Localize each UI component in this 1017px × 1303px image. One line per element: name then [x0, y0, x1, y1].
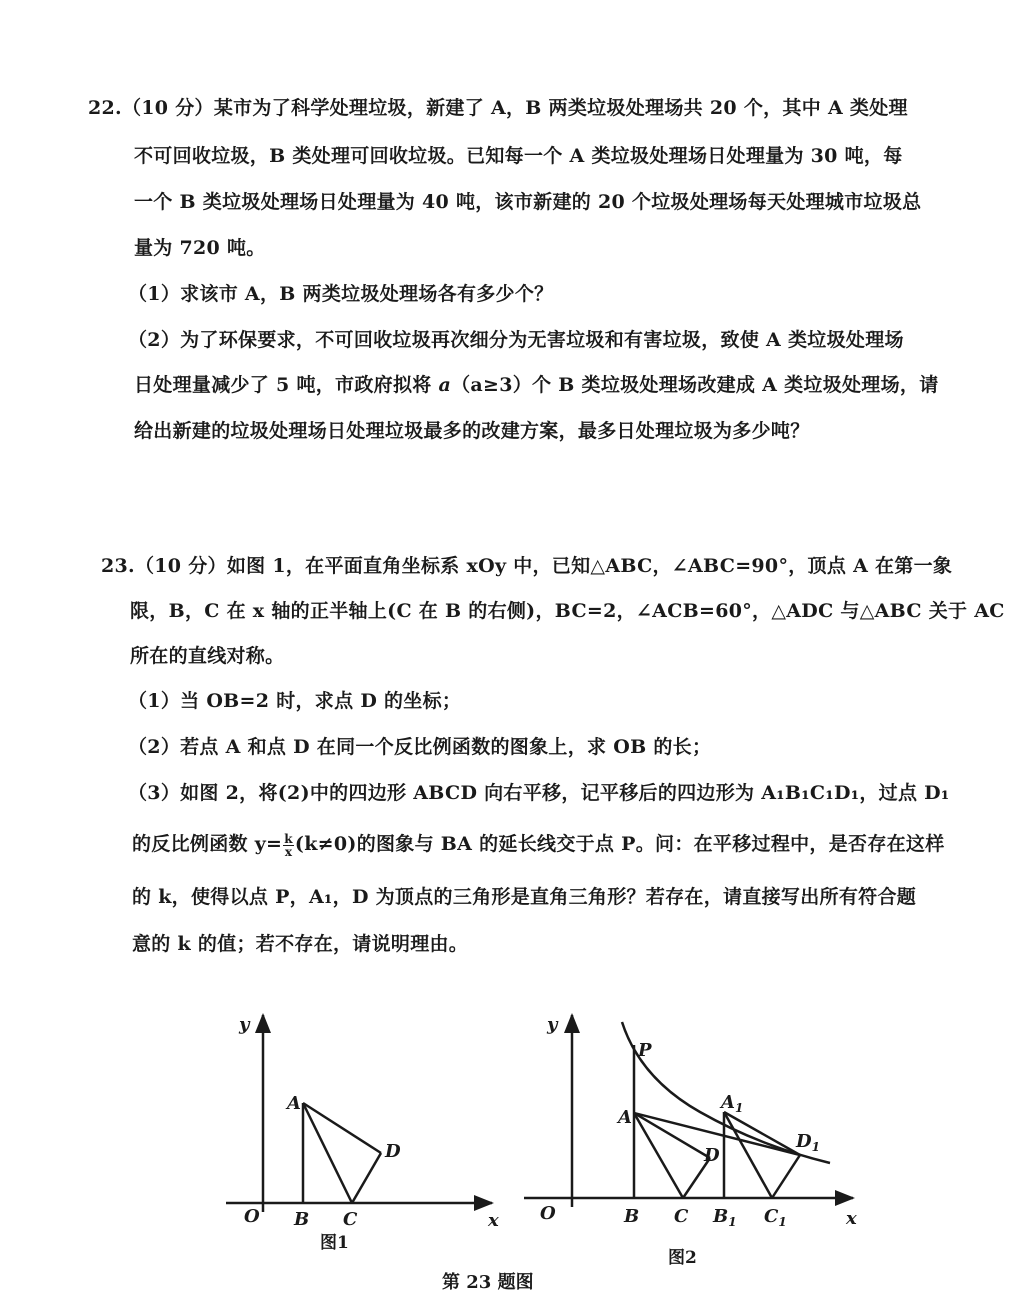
q22-p2b-var: a — [438, 374, 452, 396]
q22-line-2: 不可回收垃圾，B 类处理可回收垃圾。已知每一个 A 类垃圾处理场日处理量为 30 吨，每 — [134, 145, 903, 167]
fig1-label-a: A — [287, 1093, 301, 1114]
fig2-label-a: A — [618, 1107, 632, 1128]
q23-line-2: 限，B，C 在 x 轴的正半轴上(C 在 B 的右侧)，BC=2，∠ACB=60°，△ADC 与△ABC 关于 AC — [130, 600, 1005, 622]
fig2-label-o: O — [540, 1203, 556, 1224]
q22-line-3: 一个 B 类垃圾处理场日处理量为 40 吨，该市新建的 20 个垃圾处理场每天处理城市垃圾总 — [134, 191, 922, 213]
fig2-label-d1-letter: D — [796, 1131, 812, 1152]
q23-part-3-line-3: 的 k，使得以点 P，A₁，D 为顶点的三角形是直角三角形？若存在，请直接写出所有符合题 — [132, 886, 917, 908]
fig1-label-c: C — [343, 1209, 358, 1230]
fig2-label-a1-letter: A — [721, 1092, 735, 1113]
q23-p3b-pre: 的反比例函数 y= — [132, 833, 283, 855]
fig2-label-b1-sub: 1 — [728, 1215, 737, 1229]
q22-part-1: （1）求该市 A，B 两类垃圾处理场各有多少个？ — [128, 283, 554, 305]
q23-line-3: 所在的直线对称。 — [130, 645, 285, 667]
fig2-label-c1-letter: C — [764, 1206, 779, 1227]
q22-part-2-line-3: 给出新建的垃圾处理场日处理垃圾最多的改建方案，最多日处理垃圾为多少吨？ — [134, 420, 810, 442]
fraction-numerator: k — [284, 831, 293, 846]
q22-score: （10 分） — [121, 97, 214, 119]
fig2-label-a1-sub: 1 — [734, 1101, 744, 1115]
fig2-label-a1 — [719, 1092, 743, 1115]
fraction-denominator: x — [284, 844, 293, 859]
fig2-label-d1 — [795, 1131, 820, 1154]
fig2-segment-ac — [634, 1113, 683, 1198]
fig1-segment-dc — [352, 1153, 381, 1203]
fig1-caption: 图1 — [320, 1233, 349, 1253]
fig1-label-b: B — [294, 1209, 310, 1230]
fig2-segment-ad — [634, 1113, 710, 1158]
fig2-label-y: y — [547, 1014, 558, 1035]
q23-part-1: （1）当 OB=2 时，求点 D 的坐标； — [128, 690, 462, 712]
q22-p2b-post: 个 B 类垃圾处理场改建成 A 类垃圾处理场，请 — [532, 374, 939, 396]
fig2-label-d1-sub: 1 — [811, 1140, 820, 1154]
q22-number: 22. — [88, 97, 122, 119]
q22-text-1: 某市为了科学处理垃圾，新建了 A，B 两类垃圾处理场共 20 个，其中 A 类处理 — [213, 97, 908, 119]
q22-line-4: 量为 720 吨。 — [134, 237, 266, 259]
q23-p3b-post: (k≠0)的图象与 BA 的延长线交于点 P。问：在平移过程中，是否存在这样 — [294, 833, 945, 855]
fig2-label-p: P — [638, 1040, 652, 1061]
figure-1 — [226, 1015, 492, 1212]
fig2-label-c: C — [674, 1206, 689, 1227]
fig1-label-y: y — [239, 1014, 250, 1035]
fig2-label-b1-letter: B — [713, 1206, 729, 1227]
q23-part-3-line-1: （3）如图 2，将(2)中的四边形 ABCD 向右平移，记平移后的四边形为 A₁B₁C₁D₁，过点 D₁ — [128, 782, 950, 804]
q23-part-3-line-4: 意的 k 的值；若不存在，请说明理由。 — [132, 933, 469, 955]
fig2-caption: 图2 — [668, 1248, 697, 1268]
fig2-label-b: B — [624, 1206, 640, 1227]
q23-text-1: 如图 1，在平面直角坐标系 xOy 中，已知△ABC，∠ABC=90°，顶点 A 在第一象 — [226, 555, 953, 577]
fig2-label-c1 — [764, 1206, 787, 1229]
fig2-label-x: x — [846, 1208, 857, 1229]
q22-part-2-line-1: （2）为了环保要求，不可回收垃圾再次细分为无害垃圾和有害垃圾，致使 A 类垃圾处理场 — [128, 329, 904, 351]
figure-2 — [524, 1015, 853, 1207]
fig1-label-o: O — [244, 1206, 260, 1227]
q23-score: （10 分） — [134, 555, 227, 577]
fig2-label-b1 — [712, 1206, 737, 1229]
q22-p2b-pre: 日处理量减少了 5 吨，市政府拟将 — [134, 374, 439, 396]
fig1-label-x: x — [488, 1210, 499, 1231]
figures-caption: 第 23 题图 — [442, 1272, 534, 1293]
fig2-label-c1-sub: 1 — [778, 1215, 787, 1229]
fig1-labels — [238, 1014, 499, 1231]
fig1-label-d: D — [385, 1141, 401, 1162]
q22-p2b-cond: （a≥3） — [451, 374, 533, 396]
fig2-label-d: D — [704, 1145, 720, 1166]
fig2-segment-d1c1 — [772, 1155, 800, 1198]
q23-part-2: （2）若点 A 和点 D 在同一个反比例函数的图象上，求 OB 的长； — [128, 736, 712, 758]
q23-number: 23. — [101, 555, 135, 577]
